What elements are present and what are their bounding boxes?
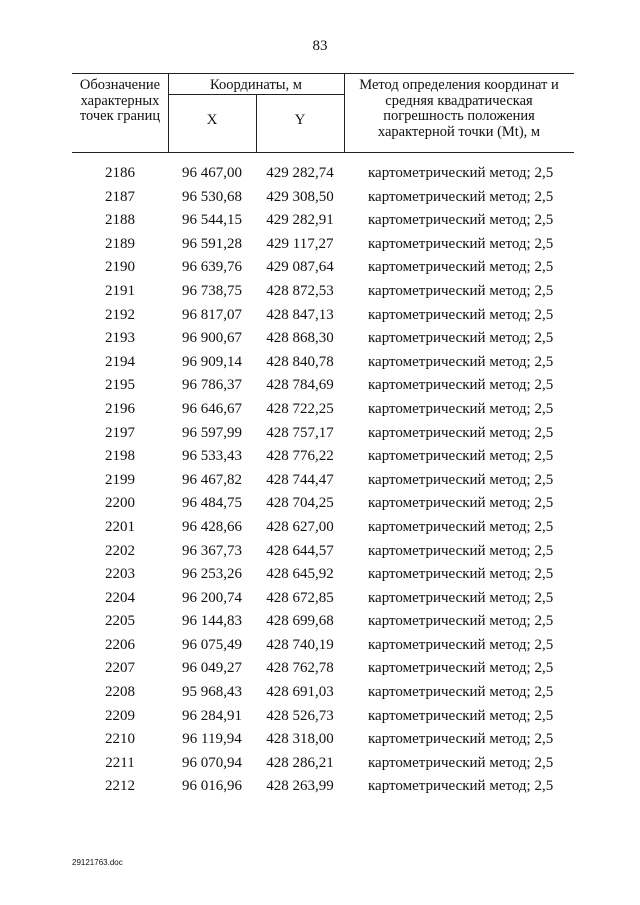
table-row: [72, 775, 574, 799]
method-cell: картометрический метод; 2,5: [368, 778, 554, 795]
table-row: [72, 681, 574, 705]
table-row: [72, 398, 574, 422]
coord-y: 428 868,30: [266, 330, 334, 347]
method-cell: картометрический метод; 2,5: [368, 589, 554, 606]
point-id: 2186: [105, 165, 135, 181]
coordinates-header: Координаты, м: [210, 77, 302, 93]
coord-x: 96 016,96: [182, 778, 242, 795]
table-row: [72, 374, 574, 398]
coord-y: 428 776,22: [266, 448, 334, 465]
coord-x: 96 070,94: [182, 754, 242, 771]
point-id: 2190: [105, 259, 135, 276]
point-id: 2187: [105, 188, 135, 205]
method-cell: картометрический метод; 2,5: [368, 731, 554, 748]
point-id: 2203: [105, 566, 135, 583]
point-id: 2198: [105, 448, 135, 465]
point-id: 2196: [105, 400, 135, 417]
coord-y: 429 308,50: [266, 188, 334, 205]
method-cell: картометрический метод; 2,5: [368, 495, 554, 512]
coord-x: 96 367,73: [182, 542, 242, 559]
coord-y: 428 704,25: [266, 495, 334, 512]
point-id: 2209: [105, 707, 135, 724]
coord-y: 428 872,53: [266, 282, 334, 299]
coord-x: 96 075,49: [182, 636, 242, 653]
table-row: [72, 162, 574, 186]
point-id: 2200: [105, 495, 135, 512]
point-id: 2197: [105, 424, 135, 441]
table-row: [72, 351, 574, 375]
method-cell: картометрический метод; 2,5: [368, 471, 554, 488]
coord-x: 96 200,74: [182, 589, 242, 606]
point-id: 2206: [105, 636, 135, 653]
coord-x: 96 467,82: [182, 471, 242, 488]
coord-x: 96 253,26: [182, 566, 242, 583]
table-row: [72, 728, 574, 752]
method-cell: картометрический метод; 2,5: [368, 424, 554, 441]
point-id: 2188: [105, 212, 135, 229]
point-id: 2205: [105, 613, 135, 630]
coord-x: 96 428,66: [182, 518, 242, 535]
coord-x: 96 467,00: [182, 165, 242, 181]
designation-header: Обозначение характерных точек границ: [79, 77, 161, 124]
table-row: [72, 587, 574, 611]
x-header: X: [206, 112, 218, 128]
method-cell: картометрический метод; 2,5: [368, 542, 554, 559]
coord-y: 428 645,92: [266, 566, 334, 583]
coord-y: 428 744,47: [266, 471, 334, 488]
coord-y: 428 840,78: [266, 353, 334, 370]
method-cell: картометрический метод; 2,5: [368, 613, 554, 630]
method-cell: картометрический метод; 2,5: [368, 306, 554, 323]
method-cell: картометрический метод; 2,5: [368, 165, 554, 181]
coord-y: 428 757,17: [266, 424, 334, 441]
coord-x: 96 049,27: [182, 660, 242, 677]
method-cell: картометрический метод; 2,5: [368, 400, 554, 417]
method-cell: картометрический метод; 2,5: [368, 566, 554, 583]
table-row: [72, 445, 574, 469]
table-row: [72, 233, 574, 257]
table-row: [72, 752, 574, 776]
coord-x: 96 533,43: [182, 448, 242, 465]
table-row: [72, 186, 574, 210]
coord-x: 96 544,15: [182, 212, 242, 229]
point-id: 2199: [105, 471, 135, 488]
coord-x: 96 817,07: [182, 306, 242, 323]
coord-y: 428 318,00: [266, 731, 334, 748]
coord-y: 428 762,78: [266, 660, 334, 677]
method-cell: картометрический метод; 2,5: [368, 707, 554, 724]
method-cell: картометрический метод; 2,5: [368, 518, 554, 535]
method-cell: картометрический метод; 2,5: [368, 660, 554, 677]
table-body: [72, 162, 574, 799]
coord-x: 96 530,68: [182, 188, 242, 205]
coord-y: 428 740,19: [266, 636, 334, 653]
coord-x: 96 591,28: [182, 235, 242, 252]
point-id: 2194: [105, 353, 135, 370]
coord-y: 428 526,73: [266, 707, 334, 724]
table-row: [72, 516, 574, 540]
method-cell: картометрический метод; 2,5: [368, 282, 554, 299]
point-id: 2210: [105, 731, 135, 748]
table-row: [72, 280, 574, 304]
file-name: 29121763.doc: [72, 858, 123, 867]
method-cell: картометрический метод; 2,5: [368, 259, 554, 276]
method-header: Метод определения координат и средняя квадратическая погрешность положения характерной точки (Mt), м: [359, 77, 559, 140]
method-cell: картометрический метод; 2,5: [368, 448, 554, 465]
coord-x: 96 597,99: [182, 424, 242, 441]
coord-x: 96 909,14: [182, 353, 242, 370]
point-id: 2212: [105, 778, 135, 795]
coord-x: 96 900,67: [182, 330, 242, 347]
point-id: 2192: [105, 306, 135, 323]
coord-y: 428 699,68: [266, 613, 334, 630]
coord-x: 95 968,43: [182, 684, 242, 701]
coord-x: 96 786,37: [182, 377, 242, 394]
coord-y: 428 672,85: [266, 589, 334, 606]
table-row: [72, 634, 574, 658]
coord-y: 428 847,13: [266, 306, 334, 323]
coord-y: 429 117,27: [266, 235, 334, 252]
table-row: [72, 563, 574, 587]
point-id: 2207: [105, 660, 135, 677]
table-row: [72, 422, 574, 446]
coord-x: 96 646,67: [182, 400, 242, 417]
table-row: [72, 540, 574, 564]
method-cell: картометрический метод; 2,5: [368, 188, 554, 205]
coord-y: 428 263,99: [266, 778, 334, 795]
method-cell: картометрический метод; 2,5: [368, 754, 554, 771]
coord-y: 428 691,03: [266, 684, 334, 701]
point-id: 2189: [105, 235, 135, 252]
point-id: 2208: [105, 684, 135, 701]
coord-y: 429 282,74: [266, 165, 334, 181]
method-cell: картометрический метод; 2,5: [368, 212, 554, 229]
method-cell: картометрический метод; 2,5: [368, 235, 554, 252]
coord-y: 428 627,00: [266, 518, 334, 535]
coord-y: 428 286,21: [266, 754, 334, 771]
method-cell: картометрический метод; 2,5: [368, 353, 554, 370]
table-row: [72, 304, 574, 328]
method-cell: картометрический метод; 2,5: [368, 636, 554, 653]
table-row: [72, 469, 574, 493]
coordinates-divider: [168, 94, 344, 95]
table-row: [72, 209, 574, 233]
coord-y: 429 087,64: [266, 259, 334, 276]
coord-x: 96 484,75: [182, 495, 242, 512]
coord-x: 96 738,75: [182, 282, 242, 299]
point-id: 2191: [105, 282, 135, 299]
table-header: [72, 73, 574, 153]
method-cell: картометрический метод; 2,5: [368, 684, 554, 701]
table-row: [72, 657, 574, 681]
coord-y: 429 282,91: [266, 212, 334, 229]
point-id: 2204: [105, 589, 135, 606]
coord-y: 428 722,25: [266, 400, 334, 417]
y-header: Y: [294, 112, 306, 128]
coord-y: 428 644,57: [266, 542, 334, 559]
coord-x: 96 639,76: [182, 259, 242, 276]
point-id: 2211: [105, 754, 135, 771]
table-row: [72, 705, 574, 729]
point-id: 2202: [105, 542, 135, 559]
coord-x: 96 284,91: [182, 707, 242, 724]
table-row: [72, 492, 574, 516]
point-id: 2195: [105, 377, 135, 394]
method-cell: картометрический метод; 2,5: [368, 330, 554, 347]
coord-x: 96 119,94: [182, 731, 242, 748]
point-id: 2201: [105, 518, 135, 535]
coord-y: 428 784,69: [266, 377, 334, 394]
method-cell: картометрический метод; 2,5: [368, 377, 554, 394]
page-number: 83: [312, 38, 328, 54]
coord-x: 96 144,83: [182, 613, 242, 630]
table-row: [72, 610, 574, 634]
table-row: [72, 327, 574, 351]
table-row: [72, 256, 574, 280]
point-id: 2193: [105, 330, 135, 347]
